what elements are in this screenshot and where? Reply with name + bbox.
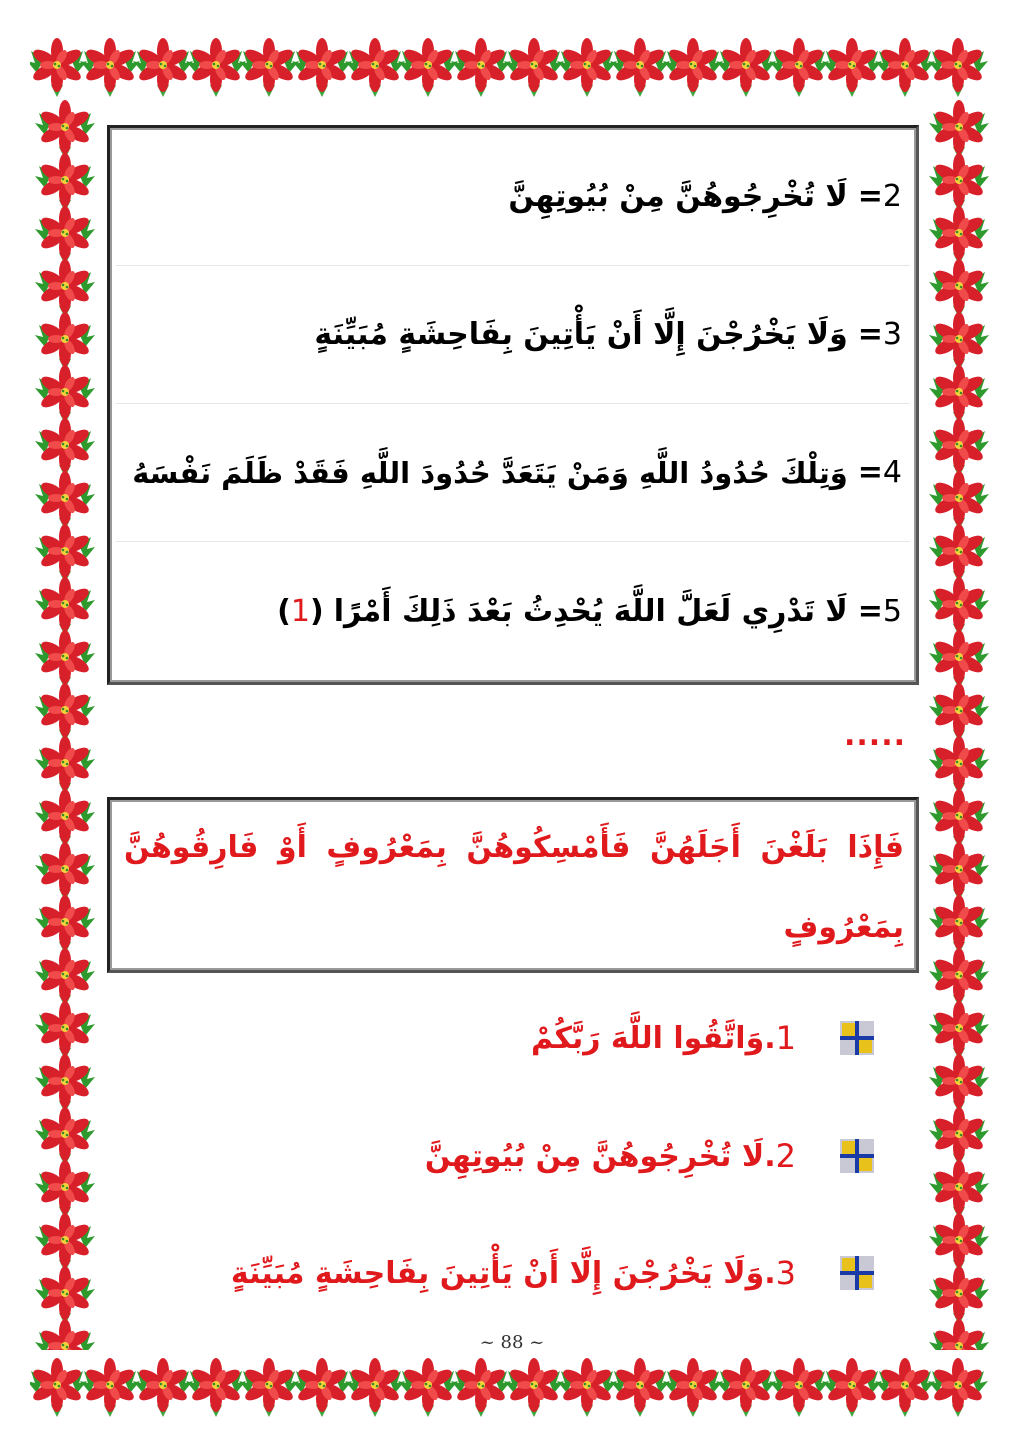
numbered-lines-box — [107, 125, 919, 685]
line-text: وَتِلْكَ حُدُودُ اللَّهِ وَمَنْ يَتَعَدَّ حُدُودَ اللَّهِ فَقَدْ ظَلَمَ نَفْسَهُ — [132, 455, 848, 490]
verse-line-1: فَإِذَا بَلَغْنَ أَجَلَهُنَّ فَأَمْسِكُوهُنَّ بِمَعْرُوفٍ أَوْ فَارِقُوهُنَّ — [124, 830, 904, 865]
paren-open: ( — [309, 593, 324, 629]
footnote-ref — [277, 594, 324, 629]
equals-sign: = — [857, 179, 883, 214]
footnote-number: 1 — [290, 593, 310, 629]
line-text: لَا تُخْرِجُوهُنَّ مِنْ بُيُوتِهِنَّ — [508, 179, 848, 214]
list-item — [425, 1121, 878, 1191]
page-number: ~ 88 ~ — [479, 1332, 545, 1353]
verse-line-2: بِمَعْرُوفٍ — [783, 910, 904, 945]
line-number: 4 — [882, 455, 902, 490]
plus-box-icon — [836, 1137, 878, 1175]
line-row — [116, 404, 910, 542]
bullet-text: .لَا تُخْرِجُوهُنَّ مِنْ بُيُوتِهِنَّ — [424, 1138, 776, 1174]
line-number: 2 — [882, 179, 902, 214]
line-row — [116, 542, 910, 680]
line-number: 3 — [882, 317, 902, 352]
verse-box — [107, 797, 919, 973]
ellipsis-dots: ..... — [844, 718, 906, 753]
paren-close: ) — [277, 593, 291, 629]
bullet-number: 1 — [775, 1019, 796, 1057]
list-item — [231, 1238, 878, 1308]
line-text: لَا تَدْرِي لَعَلَّ اللَّهَ يُحْدِثُ بَعْدَ ذَلِكَ أَمْرًا — [333, 593, 848, 629]
bullet-number: 3 — [775, 1254, 796, 1292]
line-row — [116, 266, 910, 404]
bullet-text: .وَاتَّقُوا اللَّهَ رَبَّكُمْ — [530, 1020, 776, 1056]
line-number: 5 — [882, 593, 902, 629]
line-row — [116, 128, 910, 266]
list-item — [531, 1003, 878, 1073]
equals-sign: = — [857, 593, 883, 629]
bullet-number: 2 — [775, 1137, 796, 1175]
equals-sign: = — [857, 317, 883, 352]
plus-box-icon — [836, 1019, 878, 1057]
line-text: وَلَا يَخْرُجْنَ إِلَّا أَنْ يَأْتِينَ بِفَاحِشَةٍ مُبَيِّنَةٍ — [314, 317, 848, 352]
equals-sign: = — [857, 455, 883, 490]
bullet-text: .وَلَا يَخْرُجْنَ إِلَّا أَنْ يَأْتِينَ بِفَاحِشَةٍ مُبَيِّنَةٍ — [230, 1255, 776, 1291]
plus-box-icon — [836, 1254, 878, 1292]
